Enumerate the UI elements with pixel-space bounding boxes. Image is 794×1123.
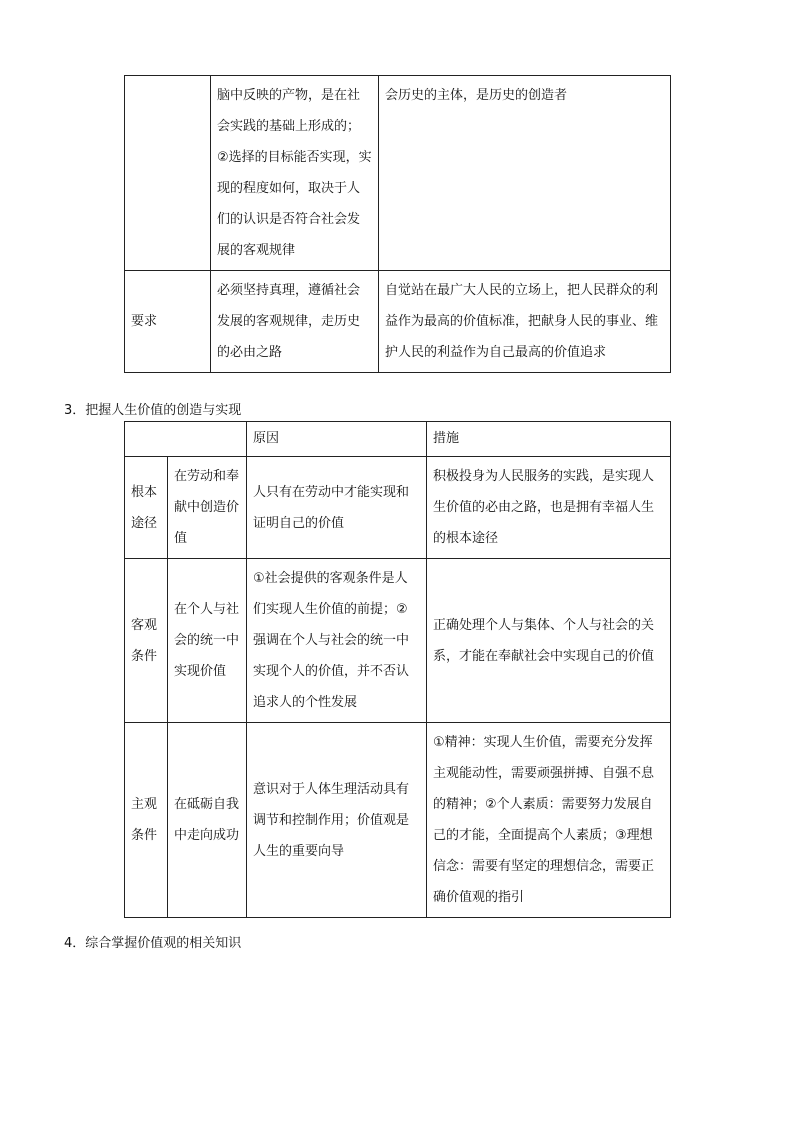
table-row — [125, 76, 671, 271]
row-label: 要求 — [125, 271, 211, 373]
section-heading: 3．把握人生价值的创造与实现 — [64, 403, 242, 418]
section-heading: 4．综合掌握价值观的相关知识 — [64, 936, 242, 951]
measure-cell: ①精神：实现人生价值，需要充分发挥主观能动性，需要顽强拼搏、自强不息的精神；②个人素质：需要努力发展自己的才能，全面提高个人素质；③理想信念：需要有坚定的理想信念，需要正确价值观的指引 — [427, 723, 671, 918]
cell: 会历史的主体，是历史的创造者 — [379, 76, 671, 271]
continuation-table — [124, 75, 671, 373]
value-realization-table — [124, 421, 671, 918]
header-row — [125, 422, 671, 457]
cell: 自觉站在最广大人民的立场上，把人民群众的利益作为最高的价值标准，把献身人民的事业、维护人民的利益作为自己最高的价值追求 — [379, 271, 671, 373]
reason-cell: 意识对于人体生理活动具有调节和控制作用；价值观是人生的重要向导 — [247, 723, 427, 918]
row-label: 主观条件 — [125, 723, 168, 918]
cell: 必须坚持真理，遵循社会发展的客观规律，走历史的必由之路 — [211, 271, 379, 373]
header-cell-empty — [125, 422, 247, 457]
row-sublabel: 在劳动和奉献中创造价值 — [168, 457, 247, 559]
row-sublabel: 在砥砺自我中走向成功 — [168, 723, 247, 918]
header-cell-reason: 原因 — [247, 422, 427, 457]
table-row — [125, 271, 671, 373]
row-label: 根本途径 — [125, 457, 168, 559]
header-cell-measure: 措施 — [427, 422, 671, 457]
row-label — [125, 76, 211, 271]
table-row — [125, 559, 671, 723]
row-sublabel: 在个人与社会的统一中实现价值 — [168, 559, 247, 723]
row-label: 客观条件 — [125, 559, 168, 723]
measure-cell: 正确处理个人与集体、个人与社会的关系，才能在奉献社会中实现自己的价值 — [427, 559, 671, 723]
table-row — [125, 723, 671, 918]
cell: 脑中反映的产物，是在社会实践的基础上形成的； ②选择的目标能否实现，实现的程度如何，取决于人们的认识是否符合社会发展的客观规律 — [211, 76, 379, 271]
measure-cell: 积极投身为人民服务的实践，是实现人生价值的必由之路，也是拥有幸福人生的根本途径 — [427, 457, 671, 559]
reason-cell: ①社会提供的客观条件是人们实现人生价值的前提；②强调在个人与社会的统一中实现个人的价值，并不否认追求人的个性发展 — [247, 559, 427, 723]
reason-cell: 人只有在劳动中才能实现和证明自己的价值 — [247, 457, 427, 559]
table-row — [125, 457, 671, 559]
